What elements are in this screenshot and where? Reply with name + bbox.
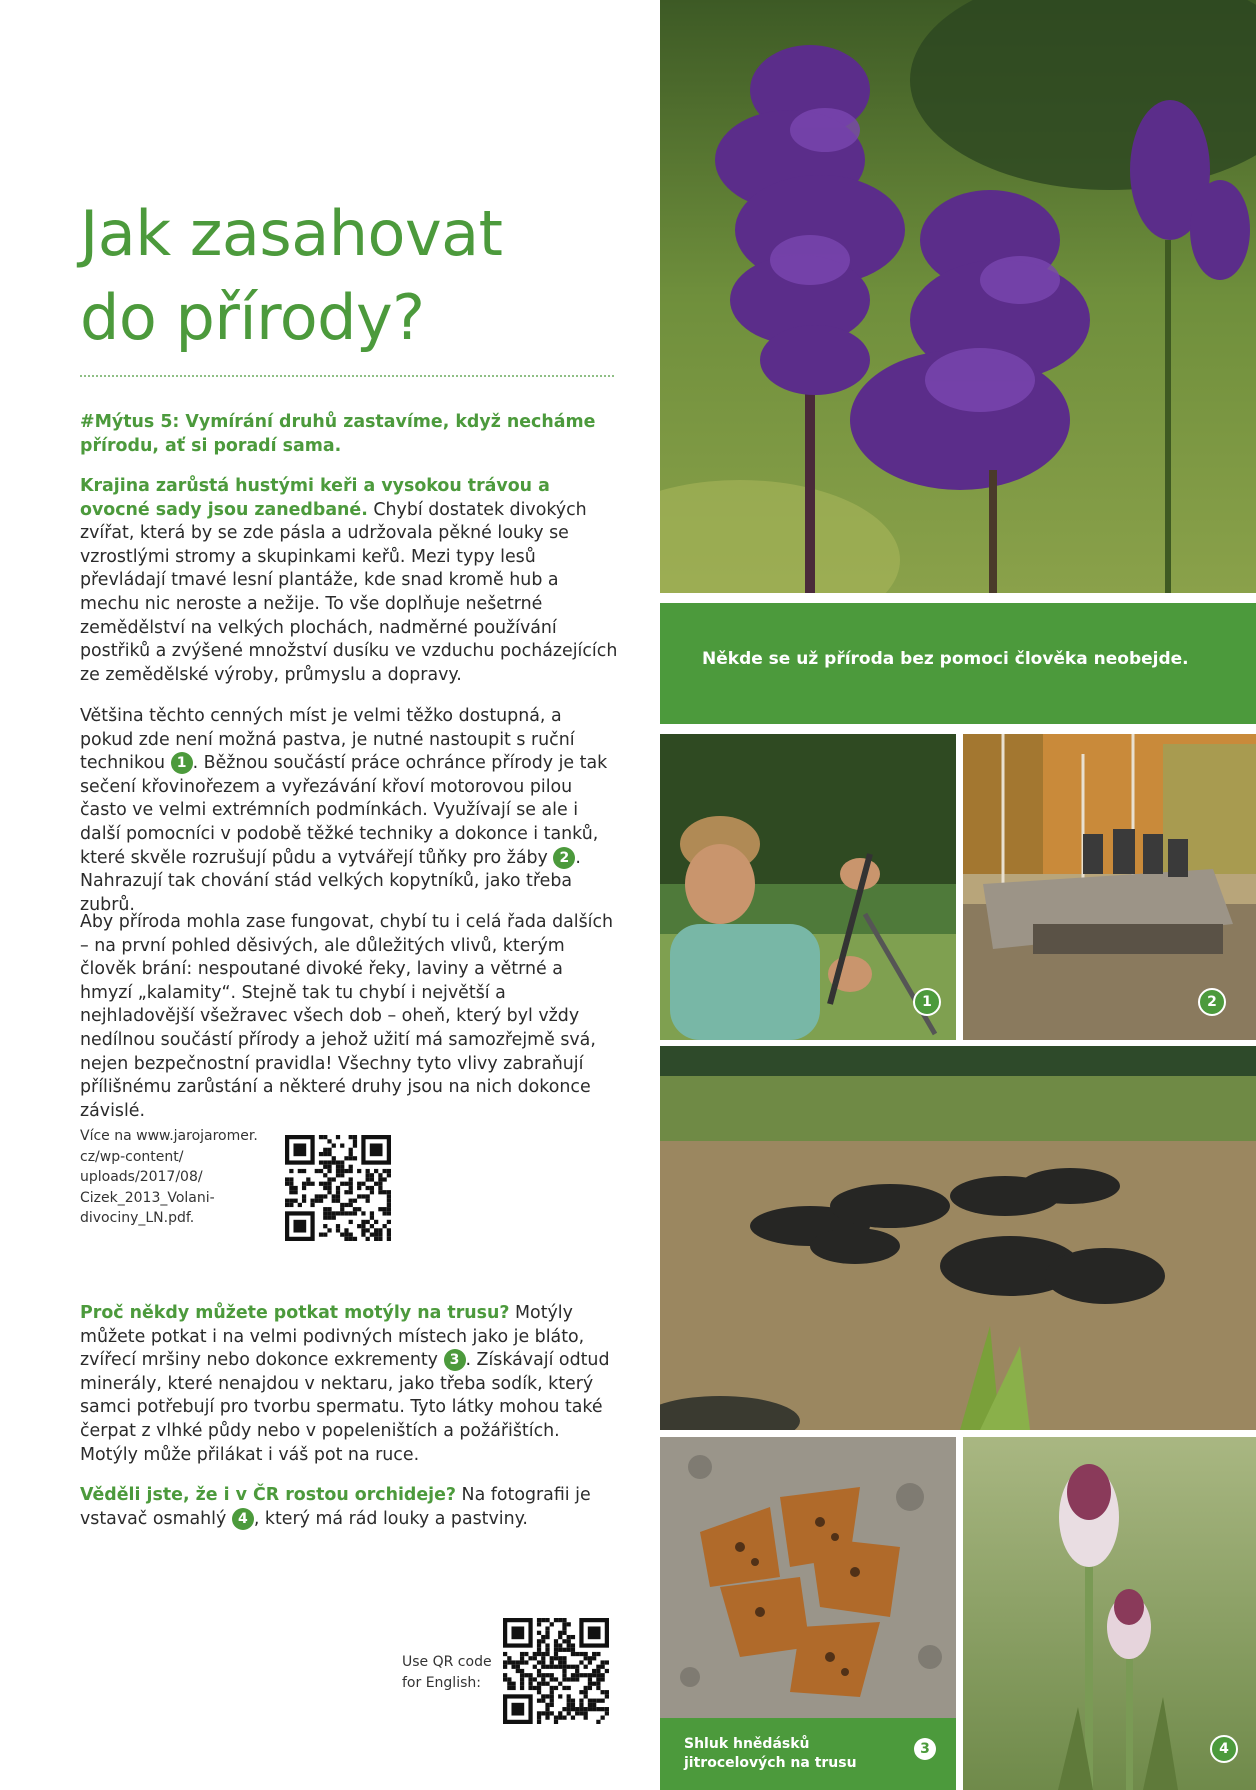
link-note bbox=[80, 1126, 270, 1229]
paragraph-2 bbox=[80, 705, 620, 917]
quote-box bbox=[660, 603, 1256, 724]
paragraph-1 bbox=[80, 475, 620, 687]
photo-1-badge: 1 bbox=[913, 988, 941, 1016]
qr-english-label bbox=[402, 1652, 502, 1693]
paragraph-1-highlight: Krajina zarůstá hustými keři a vysokou trávou a ovocné sady jsou zanedbané. bbox=[80, 476, 550, 520]
caption-box bbox=[660, 1718, 956, 1790]
paragraph-4-text-b: . Získávají odtud minerály, které nenajdou v nektaru, jako třeba sodík, který samci potřebují pro tvorbu spermatu. Tyto látky mohou také čerpat z vlhké půdy nebo v popeleništích a požářištích. Motýly může přilákat i váš pot na ruce. bbox=[80, 1350, 610, 1465]
paragraph-4-highlight: Proč někdy můžete potkat motýly na trusu? bbox=[80, 1303, 510, 1323]
qr-code-english[interactable] bbox=[503, 1618, 609, 1724]
myth-heading: #Mýtus 5: Vymírání druhů zastavíme, když necháme přírodu, ať si poradí sama. bbox=[80, 412, 596, 456]
quote-text: Někde se už příroda bez pomoci člověka neobejde. bbox=[702, 649, 1189, 669]
photo-buffaloes bbox=[660, 1046, 1256, 1430]
paragraph-4-text-a: Motýly můžete potkat i na velmi podivných místech jako je bláto, zvířecí mršiny nebo dokonce exkrementy bbox=[80, 1303, 585, 1371]
photo-2-badge: 2 bbox=[1198, 988, 1226, 1016]
photo-man-mowing bbox=[660, 734, 956, 1040]
paragraph-2-text-b: . Běžnou součástí práce ochránce přírody je tak sečení křovinořezem a vyřezávání křoví motorovou pilou často ve velmi extrémních podmínkách. Využívají se ale i další pomocníci v podobě těžké techniky a dokonce i tanků, které skvěle rozrušují půdu a vytvářejí tůňky pro žáby bbox=[80, 753, 608, 868]
photo-ref-badge-3: 3 bbox=[444, 1349, 466, 1371]
paragraph-2-text-c: . Nahrazují tak chování stád velkých kopytníků, jako třeba zubrů. bbox=[80, 847, 581, 915]
paragraph-3-text: Aby příroda mohla zase fungovat, chybí tu i celá řada dalších – na první pohled děsivých, ale důležitých vlivů, kterým člověk brání: nespoutané divoké řeky, laviny a větrné a hmyzí „kalamity“. Stejně tak tu chybí i největší a nejhladovější všežravec všech dob – oheň, který byl vždy nedílnou součástí přírody a jehož užití má samozřejmě svá, nejen bezpečnostní pravidla! Všechny tyto vlivy zabraňují přílišnému zarůstání a některé druhy jsou na nich dokonce závislé. bbox=[80, 912, 614, 1121]
page-title bbox=[80, 192, 620, 360]
title-line-2: do přírody? bbox=[80, 281, 425, 354]
photo-ref-badge-2: 2 bbox=[553, 847, 575, 869]
photo-4-badge: 4 bbox=[1210, 1735, 1238, 1763]
paragraph-4 bbox=[80, 1302, 620, 1467]
paragraph-1-text: Chybí dostatek divokých zvířat, která by se zde pásla a udržovala pěkné louky se vzrostlými stromy a skupinkami keřů. Mezi typy lesů převládají tmavé lesní plantáže, kde snad kromě hub a mechu nic neroste a nežije. To vše doplňuje nešetrné zemědělství na velkých plochách, nadměrné používání postřiků a zvýšené množství dusíku ve vzduchu pocházejících ze zemědělské výroby, průmyslu a dopravy. bbox=[80, 499, 618, 685]
link-note-line-2: cz/wp-content/ bbox=[80, 1148, 184, 1165]
link-note-line-1: Více na www.jarojaromer. bbox=[80, 1128, 258, 1144]
caption-badge: 3 bbox=[914, 1738, 936, 1760]
paragraph-5-text-b: , který má rád louky a pastviny. bbox=[253, 1508, 528, 1529]
photo-tank bbox=[963, 734, 1256, 1040]
paragraph-2-text-a: Většina těchto cenných míst je velmi těžko dostupná, a pokud zde není možná pastva, je nutné nastoupit s ruční technikou bbox=[80, 706, 575, 774]
dotted-divider bbox=[80, 375, 614, 377]
link-note-line-5: divociny_LN.pdf. bbox=[80, 1210, 195, 1226]
myth-heading-block bbox=[80, 411, 620, 458]
photo-orchid-burnt bbox=[963, 1437, 1256, 1790]
paragraph-3 bbox=[80, 911, 620, 1123]
title-line-1: Jak zasahovat bbox=[80, 197, 503, 270]
paragraph-5-highlight: Věděli jste, že i v ČR rostou orchideje? bbox=[80, 1485, 457, 1505]
qr-english-line-2: for English: bbox=[402, 1674, 481, 1691]
qr-code-article[interactable] bbox=[285, 1135, 391, 1241]
link-note-line-4: Cizek_2013_Volani- bbox=[80, 1189, 215, 1206]
photo-butterflies bbox=[660, 1437, 956, 1718]
photo-orchids bbox=[660, 0, 1256, 593]
photo-ref-badge-1: 1 bbox=[171, 752, 193, 774]
paragraph-5 bbox=[80, 1484, 620, 1531]
paragraph-5-text-a: Na fotografii je vstavač osmahlý bbox=[80, 1485, 591, 1529]
link-note-line-3: uploads/2017/08/ bbox=[80, 1169, 203, 1185]
caption-text: Shluk hnědásků jitrocelových na trusu bbox=[684, 1736, 857, 1771]
qr-english-line-1: Use QR code bbox=[402, 1654, 492, 1670]
photo-ref-badge-4: 4 bbox=[232, 1508, 254, 1530]
